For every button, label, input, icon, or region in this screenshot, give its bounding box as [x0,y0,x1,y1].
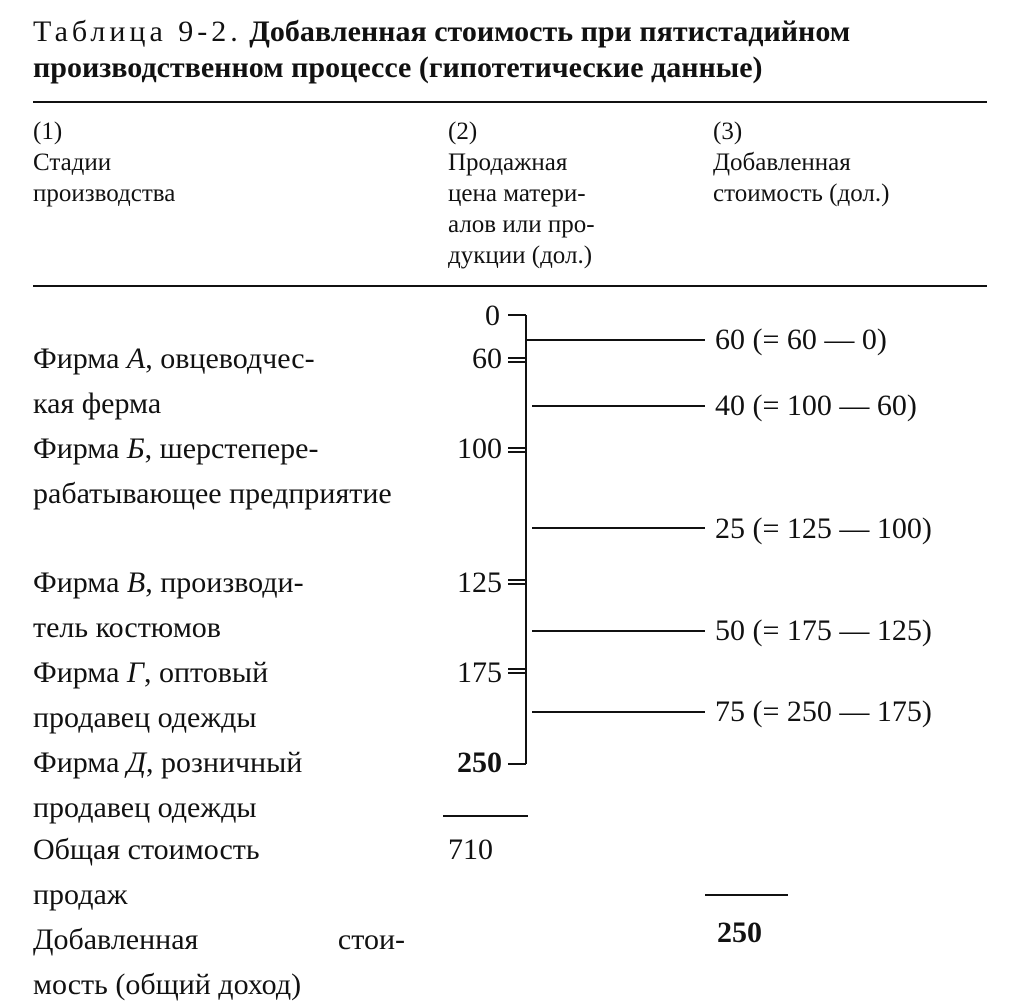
column-number: (3) [713,118,743,145]
stage-row-c [33,560,413,650]
stage-suffix: , производи- [145,566,304,599]
stage-suffix: , овцеводчес- [145,342,315,375]
column-name-line: Стадии [33,149,112,176]
stage-letter: Д [126,746,146,779]
table-title-line1: Добавленная стоимость при пятистадийном [249,15,851,48]
value-added-cell: 40 (= 100 — 60) [715,389,917,422]
value-added-cell: 50 (= 175 — 125) [715,614,932,647]
column-name-line: Продажная [448,149,568,176]
stage-suffix: , розничный [146,746,303,779]
stage-prefix: Фирма [33,566,127,599]
stage-prefix: Фирма [33,746,127,779]
price-cell: 100 [457,432,502,465]
stage-letter: Г [126,656,144,689]
stage-row-e [33,740,413,830]
value-added-cell: 60 (= 60 — 0) [715,323,887,356]
stage-prefix: Фирма [33,342,127,375]
stage-suffix: , шерстепере- [144,432,319,465]
column-name-line: производства [33,180,176,207]
column-name-line: алов или про- [448,211,595,238]
column-name-line: цена матери- [448,180,586,207]
total-sales-value: 710 [448,833,493,866]
table-title-line2: производственном процессе (гипотетические данные) [33,51,763,84]
column-name-line: Добавленная [713,149,851,176]
column-name-line: дукции (дол.) [448,242,593,269]
stage-prefix: Фирма [33,432,127,465]
stage-row-a [33,336,413,426]
stage-suffix: , оптовый [143,656,269,689]
stage-line2: продавец одежды [33,701,257,734]
column-number: (2) [448,118,478,145]
total-value-added-label: Добавленная стои- мость (общий доход) [33,923,405,1001]
stage-line2: тель костюмов [33,611,221,644]
total-sales-label: Общая стоимость продаж [33,833,260,911]
value-added-cell: 25 (= 125 — 100) [715,512,932,545]
price-cell: 125 [457,566,502,599]
table-number: Таблица 9-2. [33,15,242,48]
stage-line2: кая ферма [33,387,162,420]
stage-letter: А [126,342,146,375]
price-cell: 60 [472,342,502,375]
price-cell: 175 [457,656,502,689]
stage-row-b [33,426,413,516]
start-price: 0 [485,299,500,332]
price-cell: 250 [457,746,502,779]
column-name-line: стоимость (дол.) [713,180,890,207]
stage-prefix: Фирма [33,656,127,689]
total-value-added-value: 250 [717,916,762,949]
stage-row-d [33,650,413,740]
stage-line2: продавец одежды [33,791,257,824]
stage-line2: рабатывающее предприятие [33,477,392,510]
column-number: (1) [33,118,63,145]
stage-letter: Б [126,432,145,465]
stage-letter: В [126,566,146,599]
value-added-cell: 75 (= 250 — 175) [715,695,932,728]
